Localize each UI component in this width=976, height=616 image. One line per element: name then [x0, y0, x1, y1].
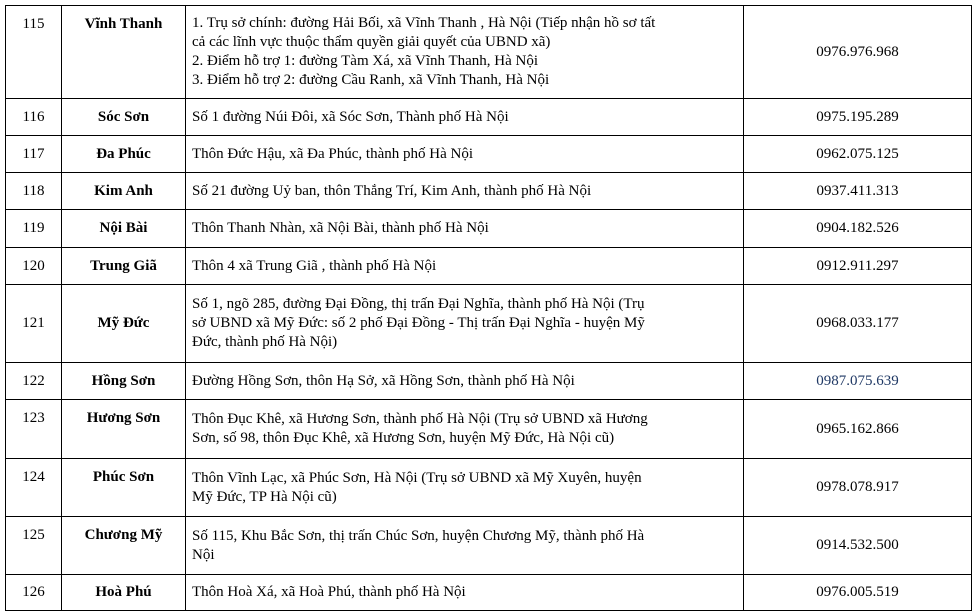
address-cell	[186, 136, 744, 173]
address-line: Thôn 4 xã Trung Giã , thành phố Hà Nội	[192, 257, 437, 274]
commune-name: Hoà Phú	[62, 575, 186, 611]
address-cell	[186, 517, 744, 575]
row-number: 117	[6, 136, 62, 173]
table-row	[6, 575, 972, 611]
address-line: 1. Trụ sở chính: đường Hải Bối, xã Vĩnh Thanh , Hà Nội (Tiếp nhận hồ sơ tất	[192, 15, 656, 31]
commune-name: Hồng Sơn	[62, 363, 186, 400]
address-line: Thôn Thanh Nhàn, xã Nội Bài, thành phố Hà Nội	[192, 220, 489, 236]
address-line: Đường Hồng Sơn, thôn Hạ Sở, xã Hồng Sơn, thành phố Hà Nội	[192, 372, 575, 389]
row-number: 125	[6, 517, 62, 575]
commune-name: Chương Mỹ	[62, 517, 186, 575]
phone-number: 0904.182.526	[744, 210, 972, 248]
address-line: sở UBND xã Mỹ Đức: số 2 phố Đại Đồng - Thị trấn Đại Nghĩa - huyện Mỹ	[192, 315, 645, 331]
address-cell	[186, 173, 744, 210]
row-number: 116	[6, 99, 62, 136]
address-line: Sơn, số 98, thôn Đục Khê, xã Hương Sơn, huyện Mỹ Đức, Hà Nội cũ)	[192, 430, 615, 446]
row-number: 115	[6, 6, 62, 99]
phone-number: 0965.162.866	[744, 400, 972, 459]
commune-name: Sóc Sơn	[62, 99, 186, 136]
commune-name: Kim Anh	[62, 173, 186, 210]
address-line: Thôn Đức Hậu, xã Đa Phúc, thành phố Hà Nội	[192, 145, 473, 162]
table-row	[6, 6, 972, 99]
address-line: Đức, thành phố Hà Nội)	[192, 334, 338, 350]
table-row	[6, 363, 972, 400]
commune-name: Đa Phúc	[62, 136, 186, 173]
phone-number: 0975.195.289	[744, 99, 972, 136]
phone-number: 0962.075.125	[744, 136, 972, 173]
address-cell	[186, 99, 744, 136]
commune-name: Phúc Sơn	[62, 459, 186, 517]
address-line: Số 115, Khu Bắc Sơn, thị trấn Chúc Sơn, huyện Chương Mỹ, thành phố Hà	[192, 527, 645, 544]
address-cell	[186, 459, 744, 517]
address-line: Số 1, ngõ 285, đường Đại Đồng, thị trấn Đại Nghĩa, thành phố Hà Nội (Trụ	[192, 296, 645, 312]
address-line: Thôn Vĩnh Lạc, xã Phúc Sơn, Hà Nội (Trụ sở UBND xã Mỹ Xuyên, huyện	[192, 469, 642, 486]
row-number: 119	[6, 210, 62, 248]
address-line: cả các lĩnh vực thuộc thẩm quyền giải quyết của UBND xã)	[192, 34, 551, 50]
address-cell	[186, 210, 744, 248]
address-line: Số 1 đường Núi Đôi, xã Sóc Sơn, Thành phố Hà Nội	[192, 108, 509, 125]
row-number: 126	[6, 575, 62, 611]
table-row	[6, 99, 972, 136]
office-directory-table	[5, 5, 972, 611]
commune-name: Vĩnh Thanh	[62, 6, 186, 99]
phone-number: 0978.078.917	[744, 459, 972, 517]
phone-number: 0976.005.519	[744, 575, 972, 611]
row-number: 122	[6, 363, 62, 400]
phone-number: 0968.033.177	[744, 285, 972, 363]
address-cell	[186, 400, 744, 459]
commune-name: Nội Bài	[62, 210, 186, 248]
address-line: Nội	[192, 546, 215, 563]
table-row	[6, 459, 972, 517]
address-line: 2. Điểm hỗ trợ 1: đường Tàm Xá, xã Vĩnh Thanh, Hà Nội	[192, 53, 539, 69]
phone-number: 0937.411.313	[744, 173, 972, 210]
address-cell	[186, 575, 744, 611]
phone-number: 0914.532.500	[744, 517, 972, 575]
row-number: 118	[6, 173, 62, 210]
address-cell	[186, 285, 744, 363]
address-line: 3. Điểm hỗ trợ 2: đường Cầu Ranh, xã Vĩnh Thanh, Hà Nội	[192, 72, 550, 88]
table-row	[6, 517, 972, 575]
address-cell	[186, 6, 744, 99]
commune-name: Mỹ Đức	[62, 285, 186, 363]
table-row	[6, 173, 972, 210]
phone-number: 0912.911.297	[744, 248, 972, 285]
row-number: 120	[6, 248, 62, 285]
address-line: Thôn Đục Khê, xã Hương Sơn, thành phố Hà Nội (Trụ sở UBND xã Hương	[192, 411, 648, 427]
table-row	[6, 248, 972, 285]
commune-name: Hương Sơn	[62, 400, 186, 459]
address-line: Số 21 đường Uỷ ban, thôn Thắng Trí, Kim Anh, thành phố Hà Nội	[192, 182, 592, 199]
commune-name: Trung Giã	[62, 248, 186, 285]
table-row	[6, 285, 972, 363]
phone-number: 0987.075.639	[744, 363, 972, 400]
phone-number: 0976.976.968	[744, 6, 972, 99]
address-line: Thôn Hoà Xá, xã Hoà Phú, thành phố Hà Nội	[192, 584, 466, 600]
address-cell	[186, 363, 744, 400]
table-row	[6, 400, 972, 459]
row-number: 121	[6, 285, 62, 363]
address-cell	[186, 248, 744, 285]
row-number: 124	[6, 459, 62, 517]
address-line: Mỹ Đức, TP Hà Nội cũ)	[192, 488, 337, 505]
table-row	[6, 136, 972, 173]
table-row	[6, 210, 972, 248]
row-number: 123	[6, 400, 62, 459]
